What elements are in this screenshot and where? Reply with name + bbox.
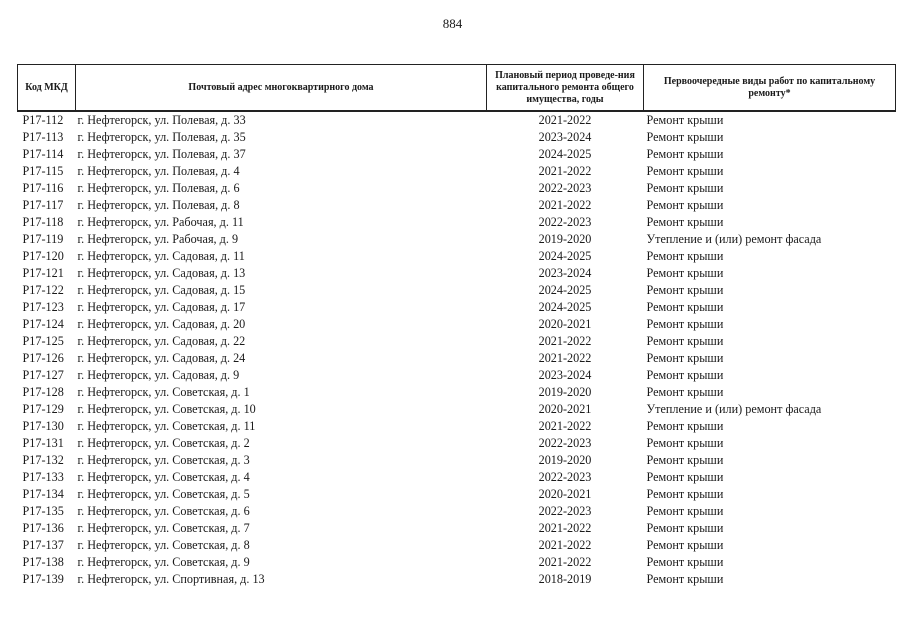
table-header [18, 65, 896, 112]
cell-code: Р17-139 [22, 572, 64, 586]
cell-period: 2020-2021 [538, 317, 592, 331]
cell-address: г. Нефтегорск, ул. Советская, д. 7 [77, 521, 250, 535]
table-row [18, 231, 896, 248]
cell-works: Ремонт крыши [646, 266, 724, 280]
table-row [18, 384, 896, 401]
cell-works: Ремонт крыши [646, 164, 724, 178]
cell-code: Р17-136 [22, 521, 64, 535]
table-row [18, 265, 896, 282]
cell-works: Ремонт крыши [646, 215, 724, 229]
table-row [18, 401, 896, 418]
cell-code: Р17-137 [22, 538, 64, 552]
cell-works: Ремонт крыши [646, 249, 724, 263]
table-row [18, 571, 896, 588]
cell-works: Ремонт крыши [646, 504, 724, 518]
cell-period: 2021-2022 [538, 351, 592, 365]
cell-code: Р17-131 [22, 436, 64, 450]
cell-period: 2020-2021 [538, 487, 592, 501]
cell-works: Ремонт крыши [646, 538, 724, 552]
cell-period: 2020-2021 [538, 402, 592, 416]
header-works: Первоочередные виды работ по капитальному ремонту* [644, 65, 896, 112]
cell-period: 2024-2025 [538, 283, 592, 297]
cell-code: Р17-118 [22, 215, 64, 229]
cell-period: 2021-2022 [538, 538, 592, 552]
cell-code: Р17-122 [22, 283, 64, 297]
table-row [18, 111, 896, 129]
header-row [18, 65, 896, 112]
cell-works: Ремонт крыши [646, 317, 724, 331]
cell-address: г. Нефтегорск, ул. Советская, д. 9 [77, 555, 250, 569]
cell-period: 2023-2024 [538, 266, 592, 280]
cell-period: 2018-2019 [538, 572, 592, 586]
cell-period: 2024-2025 [538, 147, 592, 161]
cell-address: г. Нефтегорск, ул. Советская, д. 6 [77, 504, 250, 518]
cell-works: Ремонт крыши [646, 147, 724, 161]
table-row [18, 180, 896, 197]
table-row [18, 248, 896, 265]
cell-works: Ремонт крыши [646, 334, 724, 348]
cell-code: Р17-116 [22, 181, 64, 195]
cell-code: Р17-120 [22, 249, 64, 263]
cell-works: Ремонт крыши [646, 300, 724, 314]
cell-works: Ремонт крыши [646, 555, 724, 569]
cell-code: Р17-126 [22, 351, 64, 365]
cell-code: Р17-133 [22, 470, 64, 484]
page-number: 884 [442, 16, 463, 31]
cell-code: Р17-138 [22, 555, 64, 569]
cell-address: г. Нефтегорск, ул. Садовая, д. 13 [77, 266, 246, 280]
cell-address: г. Нефтегорск, ул. Садовая, д. 17 [77, 300, 246, 314]
cell-works: Ремонт крыши [646, 198, 724, 212]
cell-period: 2024-2025 [538, 249, 592, 263]
cell-period: 2019-2020 [538, 385, 592, 399]
cell-address: г. Нефтегорск, ул. Садовая, д. 24 [77, 351, 246, 365]
table-row [18, 435, 896, 452]
cell-works: Ремонт крыши [646, 487, 724, 501]
cell-address: г. Нефтегорск, ул. Советская, д. 3 [77, 453, 250, 467]
cell-period: 2023-2024 [538, 130, 592, 144]
header-address: Почтовый адрес многоквартирного дома [76, 65, 487, 112]
cell-address: г. Нефтегорск, ул. Советская, д. 11 [77, 419, 256, 433]
header-period: Плановый период проведе-ния капитального ремонта общего имущества, годы [487, 65, 644, 112]
cell-address: г. Нефтегорск, ул. Рабочая, д. 9 [77, 232, 239, 246]
cell-code: Р17-123 [22, 300, 64, 314]
cell-works: Ремонт крыши [646, 368, 724, 382]
cell-address: г. Нефтегорск, ул. Спортивная, д. 13 [77, 572, 265, 586]
cell-address: г. Нефтегорск, ул. Садовая, д. 20 [77, 317, 246, 331]
cell-period: 2019-2020 [538, 453, 592, 467]
cell-address: г. Нефтегорск, ул. Советская, д. 2 [77, 436, 250, 450]
cell-works: Ремонт крыши [646, 130, 724, 144]
cell-period: 2021-2022 [538, 198, 592, 212]
cell-period: 2023-2024 [538, 368, 592, 382]
cell-code: Р17-113 [22, 130, 64, 144]
table-row [18, 282, 896, 299]
cell-code: Р17-132 [22, 453, 64, 467]
table-body [18, 111, 896, 588]
cell-address: г. Нефтегорск, ул. Полевая, д. 4 [77, 164, 240, 178]
cell-works: Ремонт крыши [646, 113, 724, 127]
cell-period: 2022-2023 [538, 470, 592, 484]
cell-code: Р17-127 [22, 368, 64, 382]
cell-works: Утепление и (или) ремонт фасада [646, 232, 822, 246]
cell-works: Ремонт крыши [646, 181, 724, 195]
table-row [18, 554, 896, 571]
table-row [18, 452, 896, 469]
cell-works: Утепление и (или) ремонт фасада [646, 402, 822, 416]
cell-address: г. Нефтегорск, ул. Садовая, д. 9 [77, 368, 240, 382]
cell-code: Р17-124 [22, 317, 64, 331]
cell-code: Р17-125 [22, 334, 64, 348]
cell-period: 2021-2022 [538, 113, 592, 127]
cell-period: 2022-2023 [538, 436, 592, 450]
cell-works: Ремонт крыши [646, 351, 724, 365]
cell-works: Ремонт крыши [646, 521, 724, 535]
cell-works: Ремонт крыши [646, 453, 724, 467]
cell-address: г. Нефтегорск, ул. Советская, д. 4 [77, 470, 250, 484]
cell-code: Р17-128 [22, 385, 64, 399]
cell-works: Ремонт крыши [646, 470, 724, 484]
cell-period: 2024-2025 [538, 300, 592, 314]
cell-period: 2022-2023 [538, 504, 592, 518]
cell-address: г. Нефтегорск, ул. Советская, д. 10 [77, 402, 256, 416]
cell-address: г. Нефтегорск, ул. Рабочая, д. 11 [77, 215, 244, 229]
table-row [18, 486, 896, 503]
cell-period: 2021-2022 [538, 334, 592, 348]
table-row [18, 316, 896, 333]
cell-period: 2022-2023 [538, 181, 592, 195]
cell-code: Р17-112 [22, 113, 64, 127]
cell-address: г. Нефтегорск, ул. Садовая, д. 15 [77, 283, 246, 297]
cell-address: г. Нефтегорск, ул. Советская, д. 1 [77, 385, 250, 399]
table-row [18, 520, 896, 537]
table-row [18, 503, 896, 520]
table-row [18, 197, 896, 214]
table-row [18, 537, 896, 554]
cell-period: 2021-2022 [538, 419, 592, 433]
cell-address: г. Нефтегорск, ул. Полевая, д. 8 [77, 198, 240, 212]
cell-period: 2021-2022 [538, 164, 592, 178]
cell-works: Ремонт крыши [646, 436, 724, 450]
table-row [18, 418, 896, 435]
repair-schedule-table [17, 64, 896, 588]
table-row [18, 146, 896, 163]
cell-code: Р17-135 [22, 504, 64, 518]
table-row [18, 163, 896, 180]
cell-address: г. Нефтегорск, ул. Советская, д. 8 [77, 538, 250, 552]
cell-works: Ремонт крыши [646, 419, 724, 433]
table-row [18, 367, 896, 384]
cell-address: г. Нефтегорск, ул. Полевая, д. 35 [77, 130, 246, 144]
table-row [18, 129, 896, 146]
cell-works: Ремонт крыши [646, 283, 724, 297]
cell-code: Р17-129 [22, 402, 64, 416]
cell-code: Р17-134 [22, 487, 64, 501]
cell-address: г. Нефтегорск, ул. Садовая, д. 11 [77, 249, 245, 263]
table-row [18, 469, 896, 486]
header-code: Код МКД [18, 65, 76, 112]
table-row [18, 333, 896, 350]
cell-period: 2022-2023 [538, 215, 592, 229]
cell-period: 2019-2020 [538, 232, 592, 246]
cell-address: г. Нефтегорск, ул. Полевая, д. 6 [77, 181, 240, 195]
cell-works: Ремонт крыши [646, 385, 724, 399]
cell-address: г. Нефтегорск, ул. Полевая, д. 37 [77, 147, 246, 161]
cell-address: г. Нефтегорск, ул. Советская, д. 5 [77, 487, 250, 501]
cell-period: 2021-2022 [538, 521, 592, 535]
table-row [18, 299, 896, 316]
cell-code: Р17-117 [22, 198, 64, 212]
cell-code: Р17-121 [22, 266, 64, 280]
table-row [18, 350, 896, 367]
cell-code: Р17-119 [22, 232, 64, 246]
table-row [18, 214, 896, 231]
cell-code: Р17-130 [22, 419, 64, 433]
cell-code: Р17-114 [22, 147, 64, 161]
cell-period: 2021-2022 [538, 555, 592, 569]
cell-address: г. Нефтегорск, ул. Садовая, д. 22 [77, 334, 246, 348]
cell-code: Р17-115 [22, 164, 64, 178]
cell-address: г. Нефтегорск, ул. Полевая, д. 33 [77, 113, 246, 127]
cell-works: Ремонт крыши [646, 572, 724, 586]
